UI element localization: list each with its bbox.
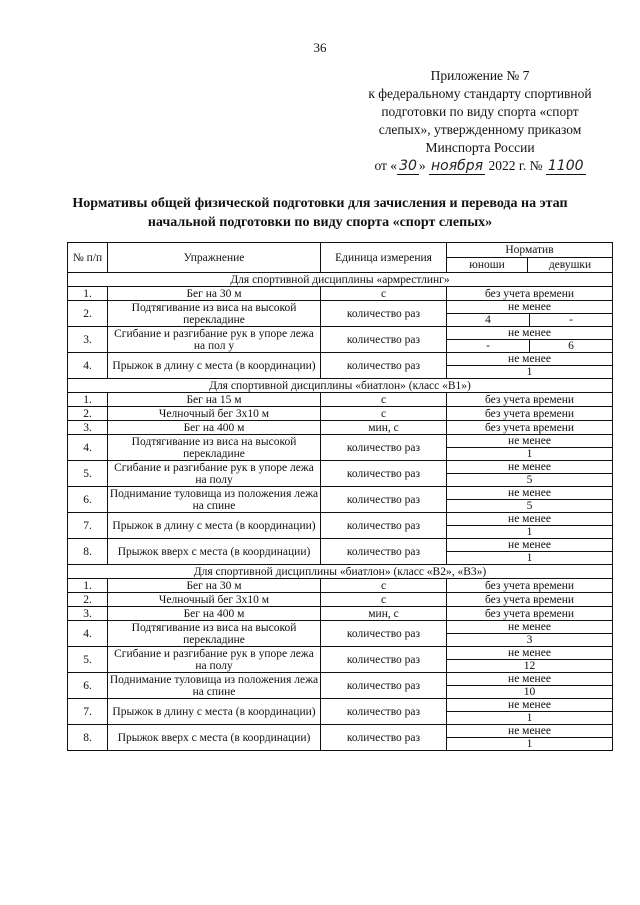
norm-label: не менее — [447, 513, 612, 526]
norm-value: 1 — [526, 366, 533, 378]
row-number: 6. — [68, 673, 108, 699]
norm-label: не менее — [447, 327, 612, 340]
norm-label: не менее — [447, 353, 612, 366]
table-row — [68, 513, 613, 539]
table-row — [68, 421, 613, 435]
row-number: 5. — [68, 647, 108, 673]
exercise-name: Прыжок в длину с места (в координации) — [108, 513, 321, 539]
table-row — [68, 647, 613, 673]
row-number: 3. — [68, 607, 108, 621]
table-row — [68, 621, 613, 647]
unit: с — [321, 407, 447, 421]
exercise-name: Челночный бег 3х10 м — [108, 407, 321, 421]
table-row — [68, 435, 613, 461]
exercise-name: Бег на 400 м — [108, 421, 321, 435]
exercise-name: Бег на 400 м — [108, 607, 321, 621]
exercise-name: Челночный бег 3х10 м — [108, 593, 321, 607]
norm-boys: 4 — [485, 314, 491, 326]
section-title: Для спортивной дисциплины «биатлон» (класс «В1») — [68, 379, 613, 393]
norm-cell — [447, 699, 613, 725]
norm-text: без учета времени — [447, 579, 613, 593]
page-title: Нормативы общей физической подготовки для зачисления и перевода на этап начальной подготовки по виду спорта «спорт слепых» — [72, 196, 568, 230]
section-row — [68, 273, 613, 287]
norm-value: 1 — [526, 448, 533, 460]
norm-cell — [447, 301, 613, 327]
norm-cell — [447, 621, 613, 647]
row-number: 1. — [68, 287, 108, 301]
norm-cell — [447, 327, 613, 353]
exercise-name: Поднимание туловища из положения лежа на спине — [108, 487, 321, 513]
appendix-line: подготовки по виду спорта «спорт — [381, 104, 579, 119]
norm-girls: 6 — [529, 340, 612, 352]
row-number: 7. — [68, 699, 108, 725]
unit: с — [321, 393, 447, 407]
unit: количество раз — [321, 327, 447, 353]
handwritten-order-number: 1100 — [547, 158, 584, 174]
exercise-name: Сгибание и разгибание рук в упоре лежа на полу — [108, 647, 321, 673]
table-row — [68, 539, 613, 565]
row-number: 5. — [68, 461, 108, 487]
norm-label: не менее — [447, 725, 612, 738]
section-title: Для спортивной дисциплины «биатлон» (класс «В2», «В3») — [68, 565, 613, 579]
table-row — [68, 579, 613, 593]
norm-value: 10 — [523, 686, 536, 698]
table-row — [68, 407, 613, 421]
exercise-name: Сгибание и разгибание рук в упоре лежа на пол у — [108, 327, 321, 353]
row-number: 7. — [68, 513, 108, 539]
norm-text: без учета времени — [447, 421, 613, 435]
norm-value: 12 — [523, 660, 536, 672]
norm-label: не менее — [447, 621, 612, 634]
handwritten-month: ноября — [431, 158, 484, 174]
norm-label: не менее — [447, 461, 612, 474]
norm-text: без учета времени — [447, 607, 613, 621]
year-text: 2022 г. № — [488, 158, 543, 173]
norm-cell — [447, 673, 613, 699]
unit: количество раз — [321, 647, 447, 673]
table-row — [68, 673, 613, 699]
norm-cell — [447, 487, 613, 513]
section-row — [68, 565, 613, 579]
norm-value: 1 — [526, 552, 533, 564]
row-number: 3. — [68, 421, 108, 435]
norm-label: не менее — [447, 539, 612, 552]
date-mid: » — [418, 158, 426, 173]
exercise-name: Подтягивание из виса на высокой перекладине — [108, 301, 321, 327]
norm-text: без учета времени — [447, 287, 613, 301]
unit: количество раз — [321, 621, 447, 647]
norm-text: без учета времени — [447, 407, 613, 421]
table-row — [68, 327, 613, 353]
exercise-name: Прыжок вверх с места (в координации) — [108, 725, 321, 751]
norm-cell — [447, 647, 613, 673]
date-prefix: от « — [374, 158, 398, 173]
unit: количество раз — [321, 435, 447, 461]
table-row — [68, 287, 613, 301]
exercise-name: Бег на 30 м — [108, 579, 321, 593]
norm-label: не менее — [447, 699, 612, 712]
exercise-name: Поднимание туловища из положения лежа на спине — [108, 673, 321, 699]
header-norm: Норматив — [447, 243, 613, 258]
norm-value: 1 — [526, 738, 533, 750]
norm-value: 5 — [526, 500, 533, 512]
row-number: 4. — [68, 621, 108, 647]
table-row — [68, 725, 613, 751]
norm-label: не менее — [447, 301, 612, 314]
norm-value: 1 — [526, 712, 533, 724]
appendix-line: к федеральному стандарту спортивной — [368, 86, 592, 101]
exercise-name: Бег на 15 м — [108, 393, 321, 407]
norm-text: без учета времени — [447, 393, 613, 407]
norm-value: 1 — [526, 526, 533, 538]
table-row — [68, 593, 613, 607]
row-number: 1. — [68, 579, 108, 593]
norm-value: 3 — [526, 634, 533, 646]
norm-cell — [447, 539, 613, 565]
unit: количество раз — [321, 725, 447, 751]
header-boys: юноши — [447, 258, 528, 273]
header-unit: Единица измерения — [321, 243, 447, 273]
exercise-name: Бег на 30 м — [108, 287, 321, 301]
row-number: 2. — [68, 301, 108, 327]
unit: количество раз — [321, 301, 447, 327]
row-number: 4. — [68, 353, 108, 379]
norm-label: не менее — [447, 435, 612, 448]
header-exercise: Упражнение — [108, 243, 321, 273]
exercise-name: Подтягивание из виса на высокой перекладине — [108, 621, 321, 647]
appendix-line: Приложение № 7 — [430, 68, 530, 83]
exercise-name: Прыжок в длину с места (в координации) — [108, 699, 321, 725]
unit: с — [321, 593, 447, 607]
appendix-line: Минспорта России — [425, 140, 535, 155]
exercise-name: Прыжок вверх с места (в координации) — [108, 539, 321, 565]
table-row — [68, 393, 613, 407]
section-row — [68, 379, 613, 393]
row-number: 2. — [68, 407, 108, 421]
norm-value: 5 — [526, 474, 533, 486]
table-row — [68, 353, 613, 379]
table-row — [68, 301, 613, 327]
page-number: 36 — [313, 40, 327, 55]
table-row — [68, 607, 613, 621]
exercise-name: Подтягивание из виса на высокой перекладине — [108, 435, 321, 461]
row-number: 4. — [68, 435, 108, 461]
unit: количество раз — [321, 487, 447, 513]
appendix-block — [340, 67, 620, 175]
table-row — [68, 699, 613, 725]
norm-cell — [447, 461, 613, 487]
unit: мин, с — [321, 607, 447, 621]
row-number: 8. — [68, 539, 108, 565]
norm-boys: - — [486, 340, 490, 352]
norm-label: не менее — [447, 647, 612, 660]
table-row — [68, 487, 613, 513]
norm-girls: - — [529, 314, 612, 326]
section-title: Для спортивной дисциплины «армрестлинг» — [68, 273, 613, 287]
appendix-line: слепых», утвержденному приказом — [378, 122, 582, 137]
row-number: 8. — [68, 725, 108, 751]
unit: мин, с — [321, 421, 447, 435]
norm-label: не менее — [447, 673, 612, 686]
unit: количество раз — [321, 353, 447, 379]
unit: количество раз — [321, 673, 447, 699]
row-number: 2. — [68, 593, 108, 607]
row-number: 6. — [68, 487, 108, 513]
header-num: № п/п — [68, 243, 108, 273]
unit: количество раз — [321, 539, 447, 565]
order-date-line — [340, 157, 620, 175]
unit: с — [321, 287, 447, 301]
norm-cell — [447, 353, 613, 379]
norm-label: не менее — [447, 487, 612, 500]
norm-text: без учета времени — [447, 593, 613, 607]
norm-cell — [447, 513, 613, 539]
table-row — [68, 461, 613, 487]
row-number: 1. — [68, 393, 108, 407]
table-body — [68, 273, 613, 751]
header-girls: девушки — [528, 258, 613, 273]
norm-cell — [447, 725, 613, 751]
unit: с — [321, 579, 447, 593]
row-number: 3. — [68, 327, 108, 353]
exercise-name: Сгибание и разгибание рук в упоре лежа на полу — [108, 461, 321, 487]
unit: количество раз — [321, 513, 447, 539]
exercise-name: Прыжок в длину с места (в координации) — [108, 353, 321, 379]
unit: количество раз — [321, 461, 447, 487]
norm-cell — [447, 435, 613, 461]
unit: количество раз — [321, 699, 447, 725]
norms-table — [67, 242, 613, 751]
handwritten-day: 30 — [399, 158, 417, 174]
